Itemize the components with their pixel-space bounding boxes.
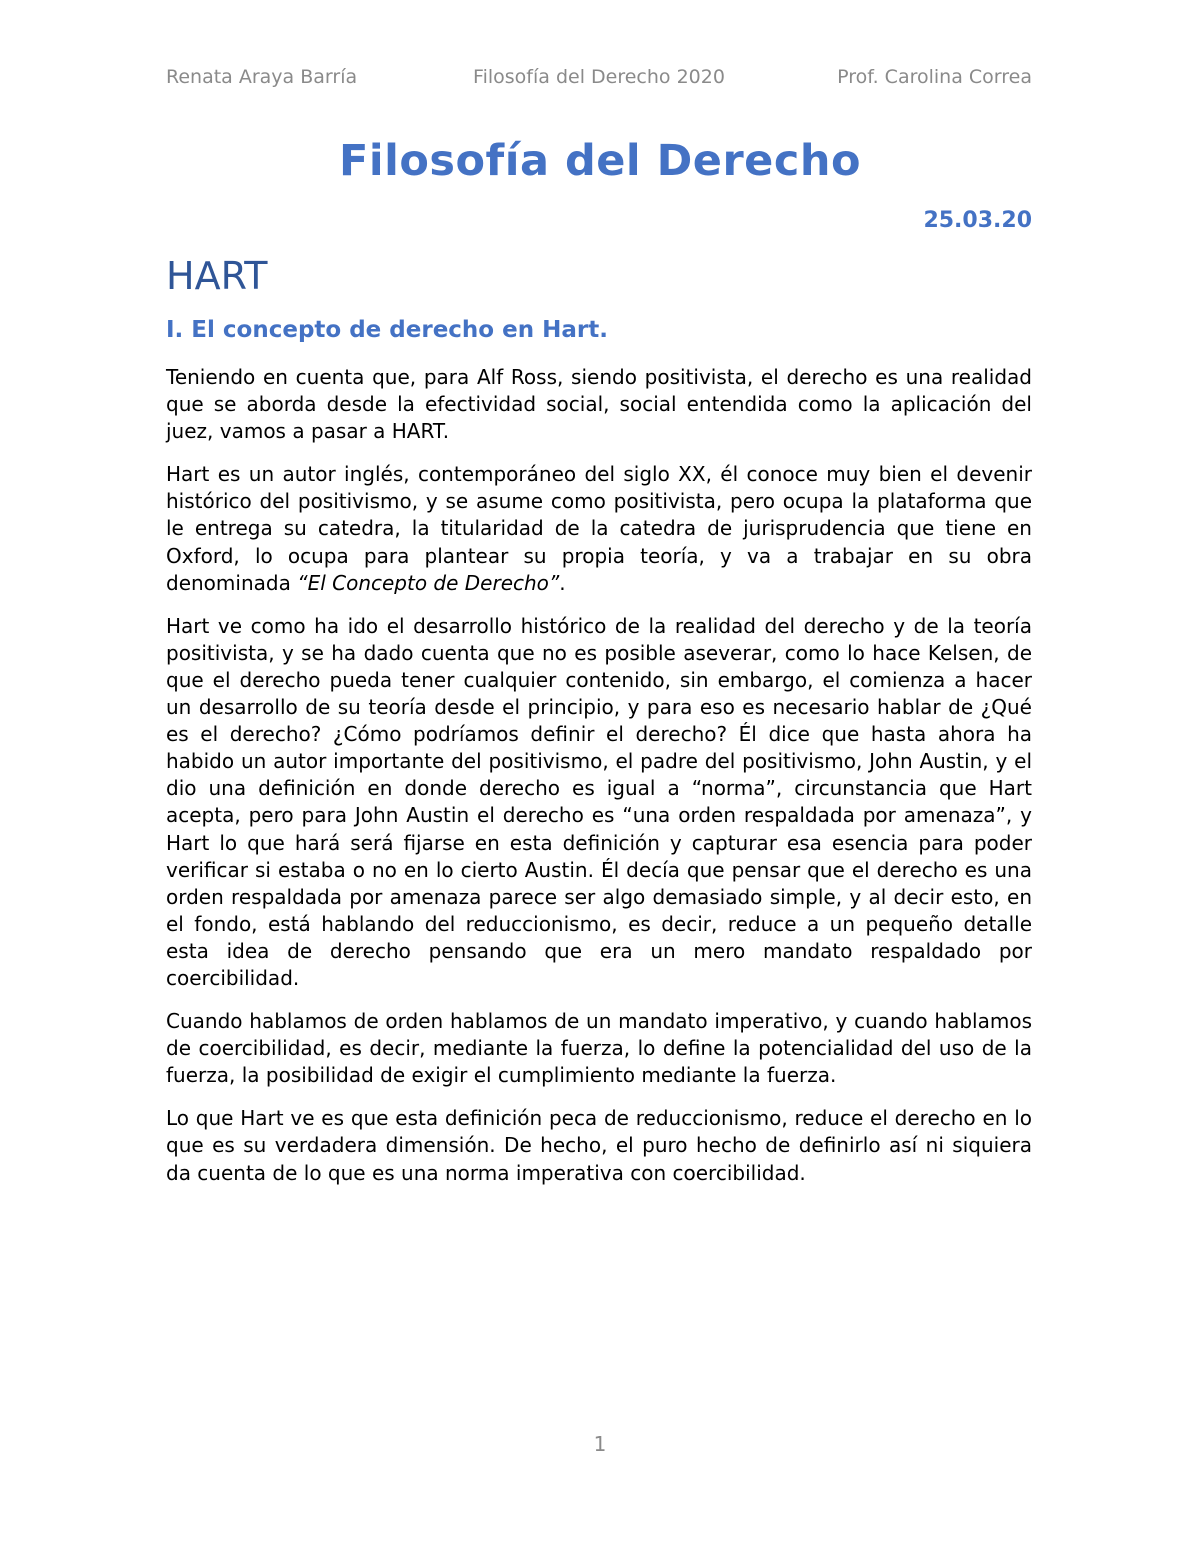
- paragraph-1: Teniendo en cuenta que, para Alf Ross, siendo positivista, el derecho es una realidad que se aborda desde la efectividad social, social entendida como la aplicación del juez, vamos a pasar a HART.: [166, 365, 1032, 444]
- document-date: 25.03.20: [923, 208, 1032, 233]
- page-number: 1: [593, 1432, 607, 1456]
- paragraph-5: Lo que Hart ve es que esta definición peca de reduccionismo, reduce el derecho en lo que es su verdadera dimensión. De hecho, el puro hecho de definirlo así ni siquiera da cuenta de lo que es una norma imperativa con coercibilidad.: [166, 1106, 1032, 1185]
- work-title: “El Concepto de Derecho”: [297, 570, 560, 595]
- paragraph-2: [166, 461, 1032, 596]
- paragraph-2-text: Hart es un autor inglés, contemporáneo del siglo XX, él conoce muy bien el devenir histórico del positivismo, y se asume como positivista, pero ocupa la plataforma que le entrega su catedra, la titularidad de la catedra de jurisprudencia que tiene en Oxford, lo ocupa para plantear su propia teoría, y va a trabajar en su obra denominada: [166, 462, 1032, 595]
- subsection-heading: I. El concepto de derecho en Hart.: [166, 317, 608, 343]
- header-author: Renata Araya Barría: [166, 66, 358, 88]
- header-professor: Prof. Carolina Correa: [837, 66, 1032, 88]
- document-title: Filosofía del Derecho: [339, 136, 861, 186]
- paragraph-4: Cuando hablamos de orden hablamos de un mandato imperativo, y cuando hablamos de coercibilidad, es decir, mediante la fuerza, lo define la potencialidad del uso de la fuerza, la posibilidad de exigir el cumplimiento mediante la fuerza.: [166, 1009, 1032, 1088]
- header-course: Filosofía del Derecho 2020: [473, 66, 725, 88]
- paragraph-2-suffix: .: [559, 570, 566, 595]
- document-body: [166, 364, 1032, 1203]
- page-header: [166, 66, 1032, 96]
- section-heading: HART: [166, 254, 268, 298]
- paragraph-3: Hart ve como ha ido el desarrollo histórico de la realidad del derecho y de la teoría positivista, y se ha dado cuenta que no es posible aseverar, como lo hace Kelsen, de que el derecho pueda tener cualquier contenido, sin embargo, el comienza a hacer un desarrollo de su teoría desde el principio, y para eso es necesario hablar de ¿Qué es el derecho? ¿Cómo podríamos definir el derecho? Él dice que hasta ahora ha habido un autor importante del positivismo, el padre del positivismo, John Austin, y el dio una definición en donde derecho es igual a “norma”, circunstancia que Hart acepta, pero para John Austin el derecho es “una orden respaldada por amenaza”, y Hart lo que hará será fijarse en esta definición y capturar esa esencia para poder verificar si estaba o no en lo cierto Austin. Él decía que pensar que el derecho es una orden respaldada por amenaza parece ser algo demasiado simple, y al decir esto, en el fondo, está hablando del reduccionismo, es decir, reduce a un pequeño detalle esta idea de derecho pensando que era un mero mandato respaldado por coercibilidad.: [166, 613, 1032, 990]
